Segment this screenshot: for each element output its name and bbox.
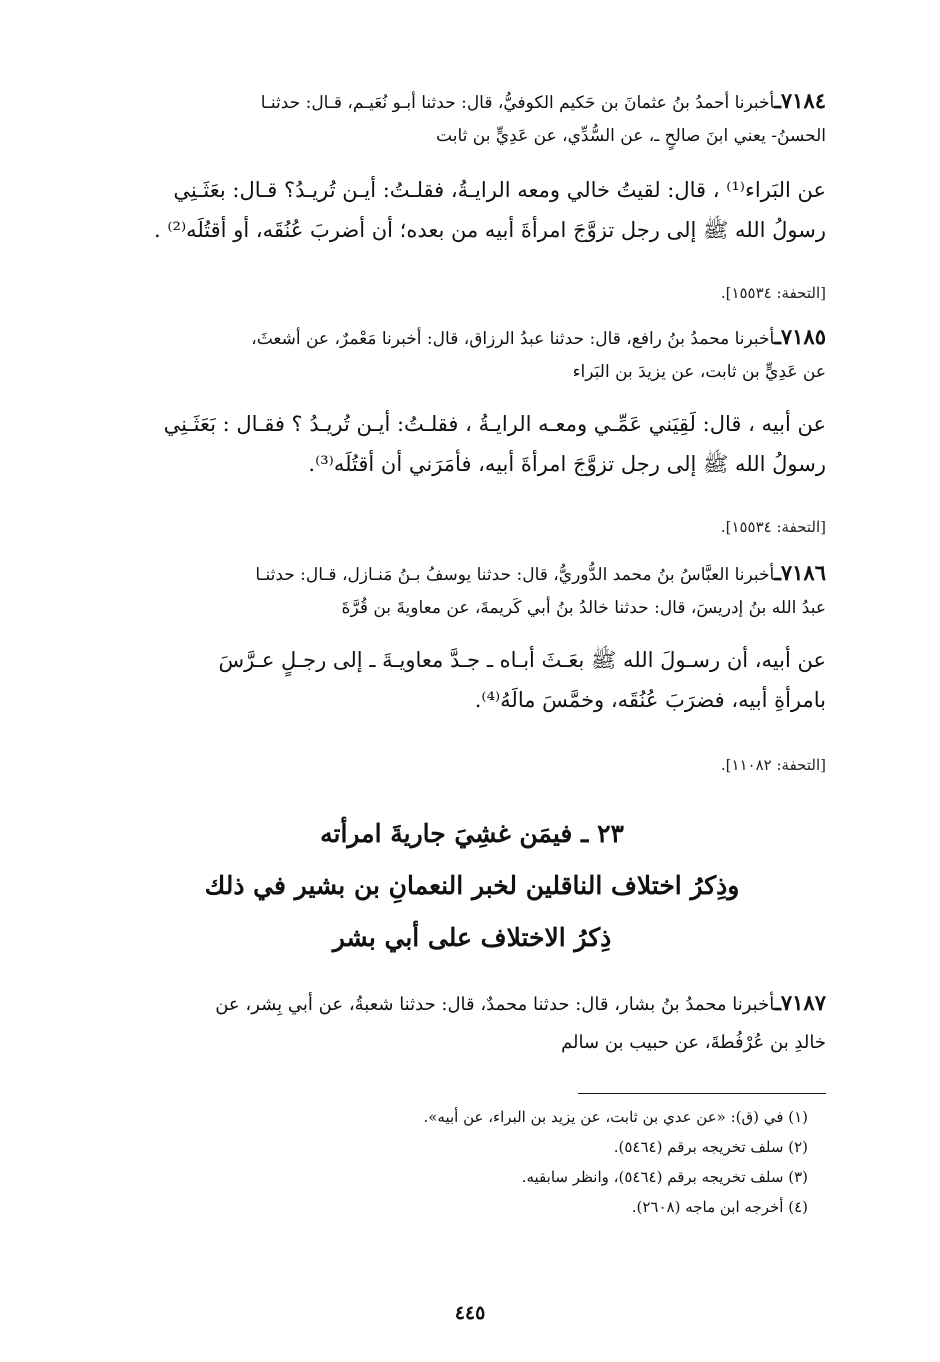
hadith-7184-isnad [118, 84, 826, 153]
matn-text: عن أبيه ، قال: لَقِيَني عَمِّـي ومعـه الرايـةُ ، فقلـتُ: أيـن تُريـدُ ؟ فقـال : بَعَثَـنِي [163, 412, 826, 436]
matn-text: عن أبيه، أن رسـولَ الله ﷺ بعَـثَ أبـاه ـ جـدَّ معاويـةَ ـ إلى رجـلٍ عـرَّسَ [218, 648, 826, 672]
chapter-title: ٢٣ ـ فيمَن غشِيَ جاريةَ امرأته [320, 819, 624, 848]
hadith-number: ٧١٨٦ـ [774, 560, 826, 585]
footnote: (٢) سلف تخريجه برقم (٥٤٦٤). [613, 1138, 808, 1156]
chapter-heading [118, 808, 826, 964]
isnad-text: عبدُ الله بنُ إدريسَ، قال: حدثنا خالدُ بنُ أبي كَريمةَ، عن معاويةَ بن قُرَّةَ [341, 598, 826, 618]
hadith-number: ٧١٨٥ـ [774, 324, 826, 349]
matn-text: رسولُ الله ﷺ إلى رجل تزوَّجَ امرأةَ أبيه، فأمَرَني أن أقتُلَه⁽³⁾. [308, 452, 826, 476]
hadith-7184-matn [118, 170, 826, 250]
matn-text: عن البَراء⁽¹⁾ ، قال: لقيتُ خالي ومعه الرايـةُ، فقلـتُ: أيـن تُريـدُ؟ قـال: بعَثَـنِي [173, 178, 826, 202]
hadith-7187-isnad [118, 984, 826, 1062]
isnad-text: عن عَدِيٍّ بن ثابت، عن يزيدَ بن البَراء [572, 362, 826, 382]
isnad-text: الحسنُ- يعني ابنَ صالحٍ ـ، عن السُّدِّي، عن عَدِيٍّ بن ثابت [436, 126, 826, 146]
tuhfa-reference: [التحفة: ١٥٥٣٤]. [720, 518, 826, 536]
matn-text: بامرأةِ أبيه، فضرَبَ عُنُقَه، وخمَّسَ مالَهُ⁽⁴⁾. [474, 688, 826, 712]
footnote: (٣) سلف تخريجه برقم (٥٤٦٤)، وانظر سابقيه. [521, 1168, 808, 1186]
page-number: ٤٤٥ [454, 1302, 486, 1324]
isnad-text: أخبرنا محمدُ بنُ بشار، قال: حدثنا محمدٌ، قال: حدثنا شعبةُ، عن أبي بِشر، عن [215, 994, 775, 1015]
hadith-7185-isnad [118, 320, 826, 389]
hadith-number: ٧١٨٤ـ [774, 88, 826, 113]
isnad-text: أخبرنا العبَّاسُ بنُ محمد الدُّوريُّ، قال: حدثنا يوسفُ بـنُ مَنـازل، قـال: حدثنـا [255, 565, 775, 585]
tuhfa-reference: [التحفة: ١٥٥٣٤]. [720, 284, 826, 302]
matn-text: رسولُ الله ﷺ إلى رجل تزوَّجَ امرأةَ أبيه من بعده؛ أن أضربَ عُنُقَه، أو أقتُلَه⁽²⁾ . [154, 218, 826, 242]
chapter-subtitle: وذِكرُ اختلاف الناقلين لخبر النعمانِ بن بشير في ذلك [204, 871, 740, 900]
footnotes [118, 1102, 826, 1222]
tuhfa-reference: [التحفة: ١١٠٨٢]. [720, 756, 826, 774]
isnad-text: أخبرنا محمدُ بنُ رافع، قال: حدثنا عبدُ الرزاق، قال: أخبرنا مَعْمرٌ، عن أشعثَ، [251, 329, 775, 349]
hadith-7186-matn [118, 640, 826, 720]
footnote: (٤) أخرجه ابن ماجه (٢٦٠٨). [631, 1198, 808, 1216]
isnad-text: أخبرنا أحمدُ بنُ عثمانَ بن حَكيم الكوفيُّ، قال: حدثنا أبـو نُعَيـم، قـال: حدثنـا [260, 93, 775, 113]
hadith-7186-isnad [118, 556, 826, 625]
isnad-text: خالدِ بن عُرْفُطةَ، عن حبيب بن سالم [561, 1032, 826, 1053]
chapter-subtitle: ذِكرُ الاختلاف على أبي بشر [332, 923, 612, 952]
hadith-7185-matn [118, 404, 826, 484]
footnote-divider [578, 1093, 826, 1094]
hadith-number: ٧١٨٧ـ [774, 990, 826, 1015]
footnote: (١) في (ق): «عن عدي بن ثابت، عن يزيد بن البراء، عن أبيه». [423, 1108, 808, 1126]
